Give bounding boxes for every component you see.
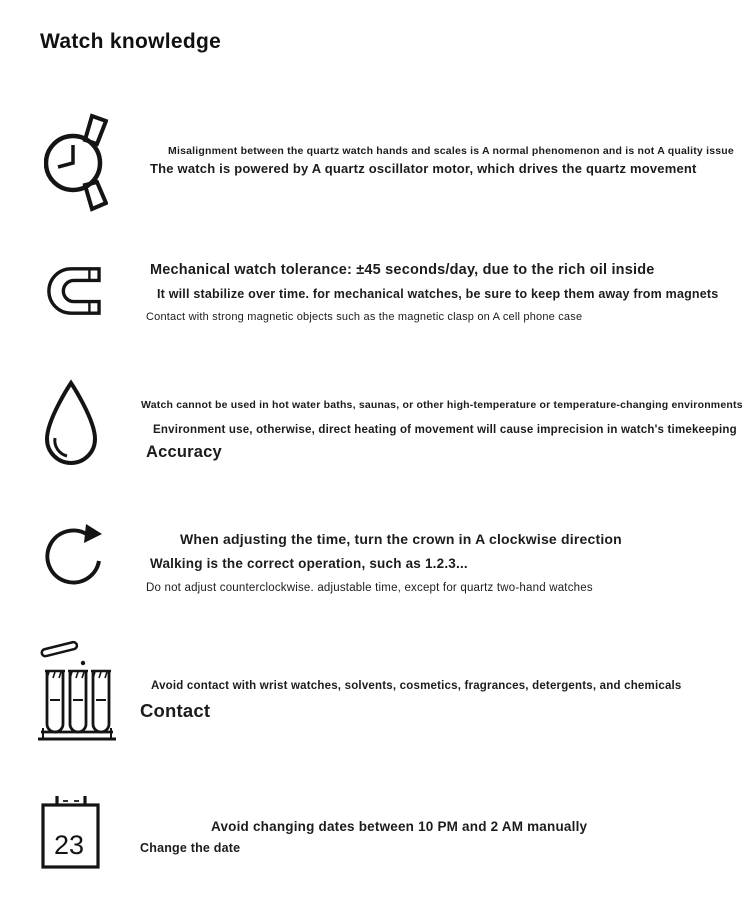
info-line: Contact with strong magnetic objects such as the magnetic clasp on A cell phone case bbox=[146, 311, 583, 323]
test-tubes-icon bbox=[38, 640, 116, 744]
info-line: It will stabilize over time. for mechanical watches, be sure to keep them away from magnets bbox=[157, 287, 719, 301]
calendar-icon bbox=[40, 792, 102, 872]
magnet-icon bbox=[44, 264, 102, 318]
info-line: The watch is powered by A quartz oscillator motor, which drives the quartz movement bbox=[150, 161, 697, 176]
info-line: Avoid contact with wrist watches, solvents, cosmetics, fragrances, detergents, and chemicals bbox=[151, 680, 682, 692]
wristwatch-icon bbox=[44, 112, 108, 212]
section-heading-accuracy: Accuracy bbox=[146, 443, 222, 461]
info-line: Watch cannot be used in hot water baths, saunas, or other high-temperature or temperature-changing environments bbox=[141, 399, 743, 411]
info-line: Misalignment between the quartz watch hands and scales is A normal phenomenon and is not A quality issue bbox=[168, 145, 734, 157]
info-line: When adjusting the time, turn the crown in A clockwise direction bbox=[180, 531, 622, 547]
rotate-clockwise-icon bbox=[42, 520, 106, 592]
info-line: Environment use, otherwise, direct heating of movement will cause imprecision in watch's timekeeping bbox=[153, 424, 737, 436]
page-title: Watch knowledge bbox=[40, 30, 222, 53]
calendar-day-label: 23 bbox=[54, 830, 85, 860]
info-line: Do not adjust counterclockwise. adjustable time, except for quartz two-hand watches bbox=[146, 582, 593, 594]
water-drop-icon bbox=[40, 378, 102, 476]
info-line: Avoid changing dates between 10 PM and 2 AM manually bbox=[211, 819, 588, 834]
info-line: Mechanical watch tolerance: ±45 seconds/day, due to the rich oil inside bbox=[150, 262, 655, 278]
section-heading-contact: Contact bbox=[140, 700, 211, 721]
info-line: Walking is the correct operation, such as 1.2.3... bbox=[150, 556, 468, 571]
section-heading-change-date: Change the date bbox=[140, 841, 241, 855]
